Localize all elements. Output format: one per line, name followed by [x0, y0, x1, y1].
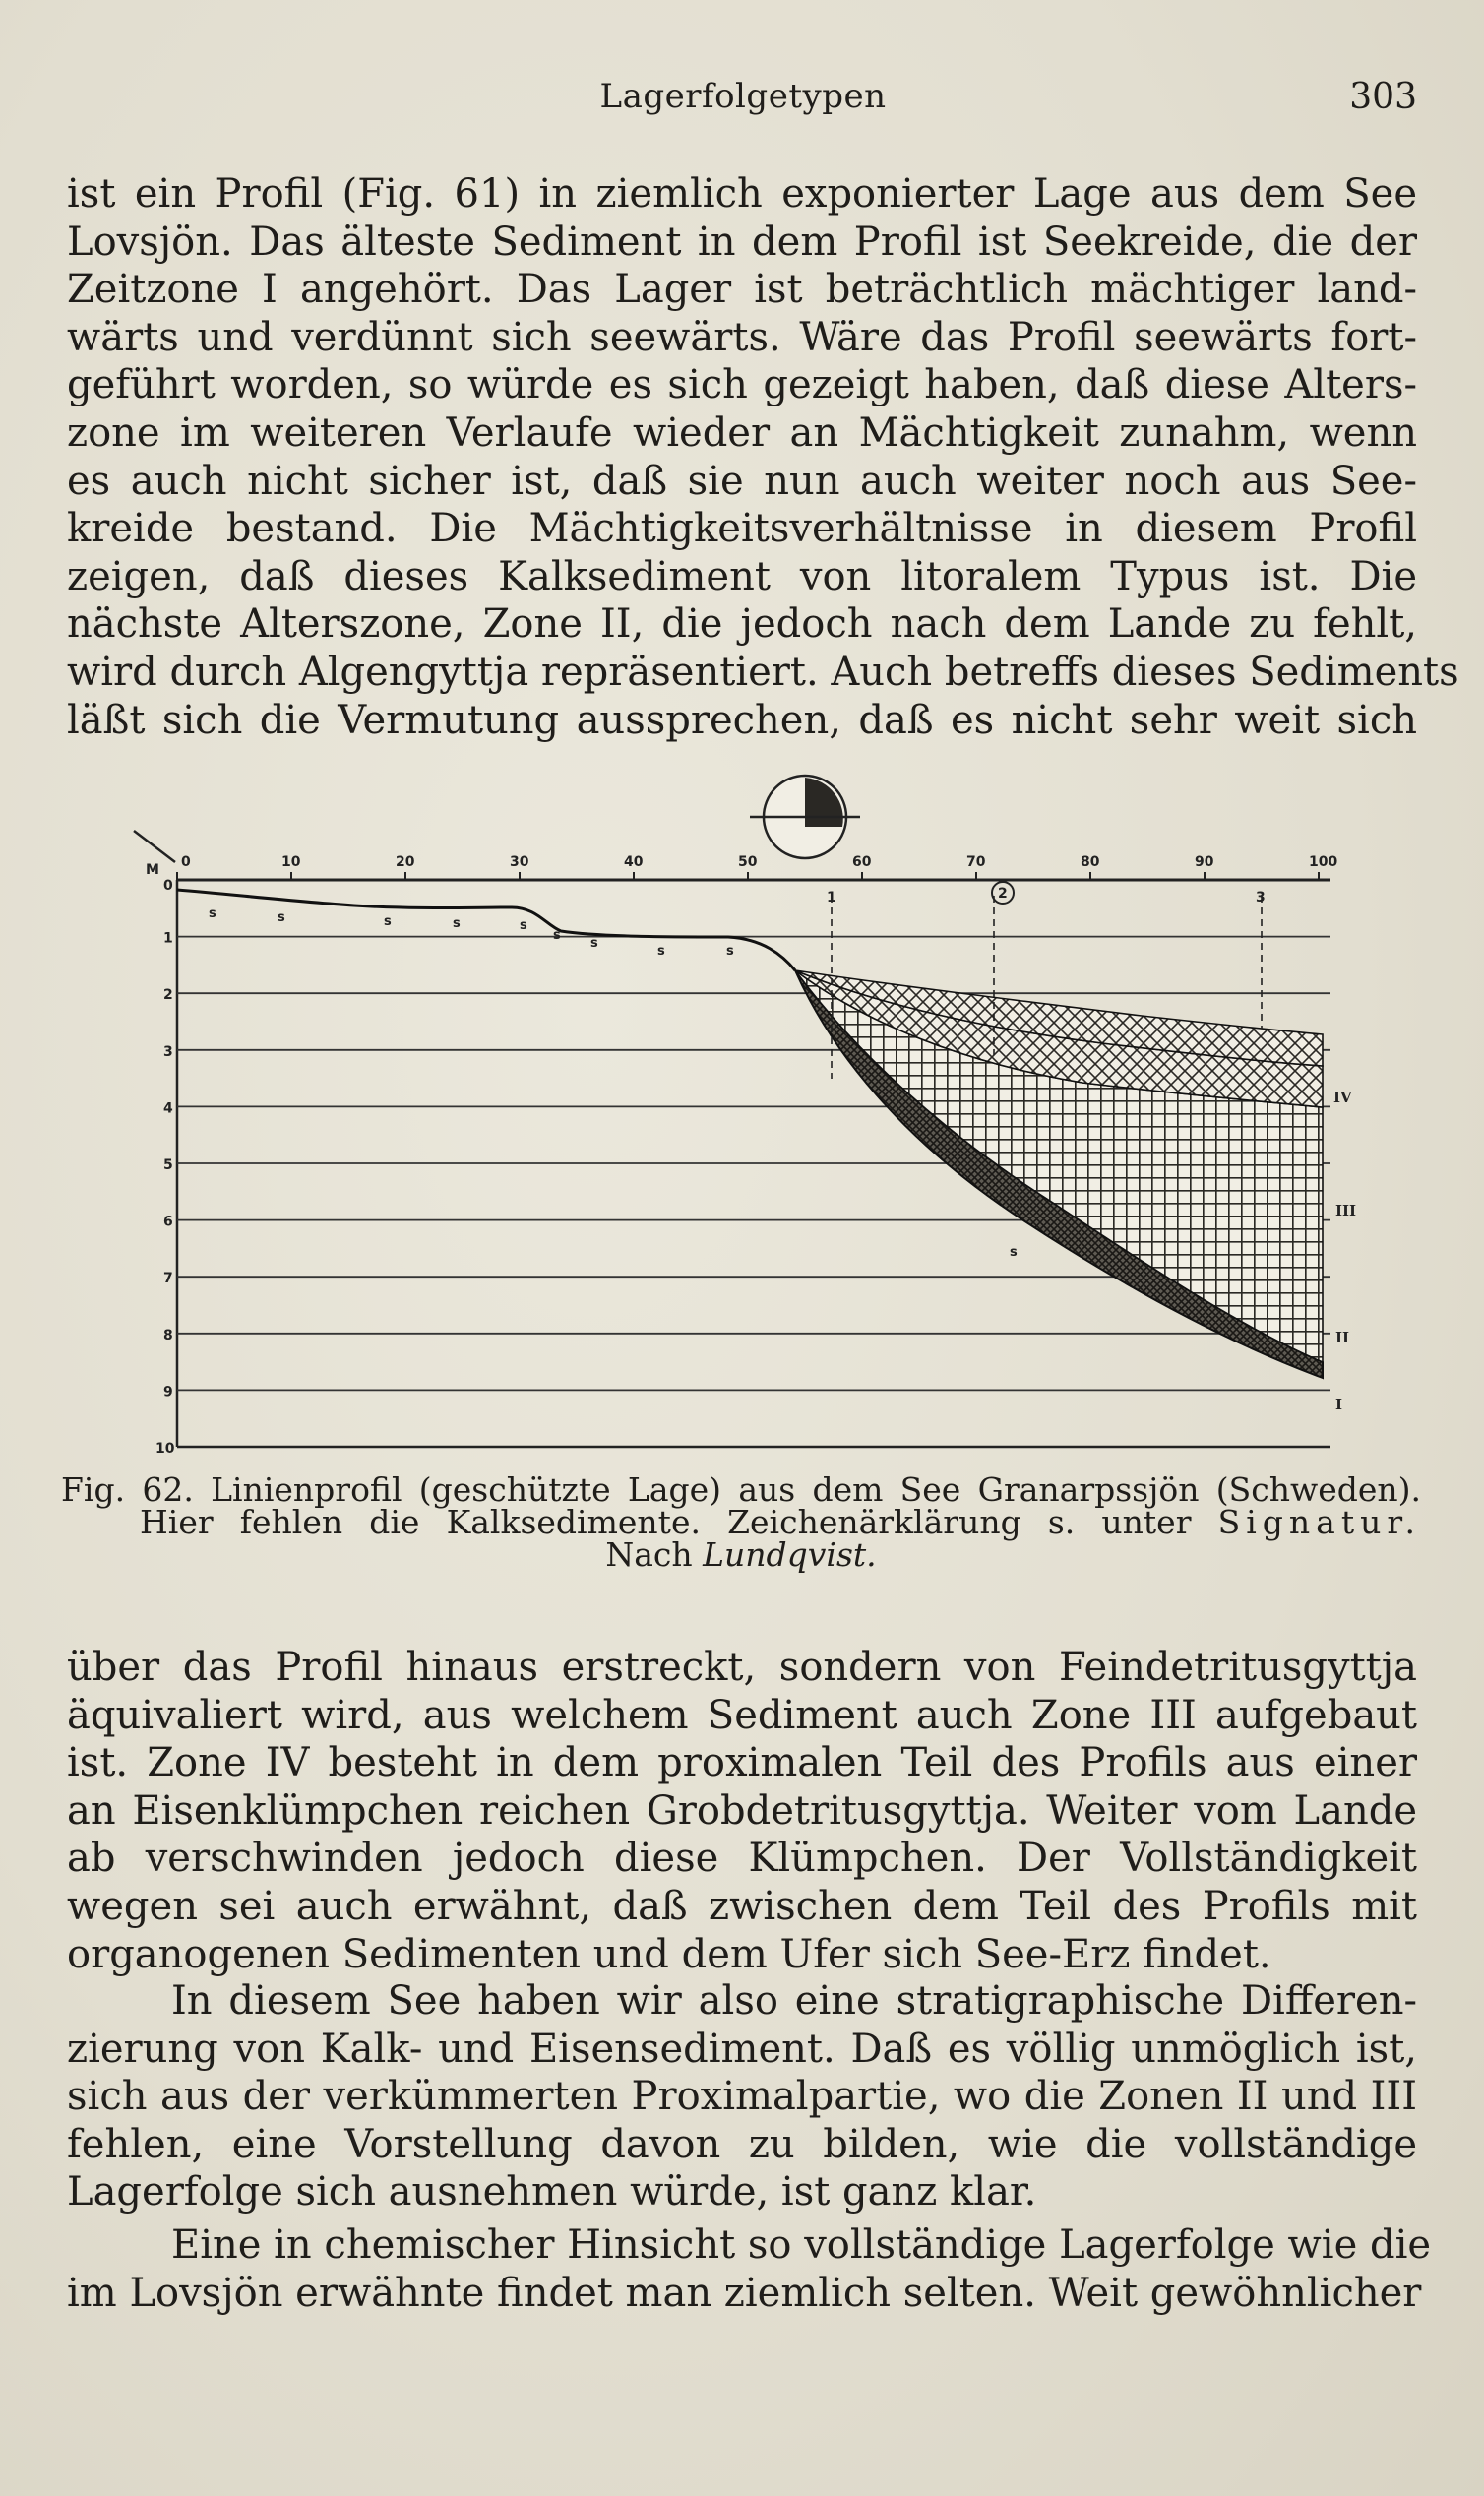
top-scale-label: 70 — [966, 854, 986, 870]
paragraph-2 — [67, 1644, 1417, 1978]
paragraph-1 — [67, 170, 1459, 744]
top-scale-label: 80 — [1081, 854, 1100, 870]
text-line: Lagerfolge sich ausnehmen würde, ist ganz klar. — [67, 2169, 1037, 2215]
text-line: an Eisenklümpchen reichen Grobdetritusgyttja. Weiter vom Lande — [67, 1787, 1417, 1834]
caption-text-1: Linienprofil (geschützte Lage) aus dem See Granarpssjön (Schweden). — [211, 1470, 1421, 1509]
signature-letter-s: s — [657, 944, 665, 959]
figure-caption — [61, 1470, 1421, 1574]
text-line: zierung von Kalk- und Eisensediment. Daß es völlig unmöglich ist, — [67, 2026, 1417, 2072]
signature-letter-s: s — [209, 906, 216, 921]
text-line: ist. Zone IV besteht in dem proximalen Teil des Profils aus einer — [67, 1740, 1417, 1786]
running-title: Lagerfolgetypen — [599, 77, 887, 116]
point-marker-3: 3 — [1256, 890, 1266, 905]
text-line: geführt worden, so würde es sich gezeigt haben, daß diese Alters- — [67, 362, 1417, 408]
top-scale-label: 20 — [396, 854, 415, 870]
caption-text-3: Nach — [605, 1535, 693, 1574]
depth-scale-label: 9 — [163, 1384, 173, 1401]
caption-text-2: Hier fehlen die Kalksedimente. Zeichenärklärung s. unter — [140, 1503, 1192, 1541]
depth-scale-label: 1 — [163, 930, 173, 947]
text-line: fehlen, eine Vorstellung davon zu bilden, wie die vollständige — [67, 2121, 1417, 2167]
signature-letter-s: s — [590, 936, 598, 951]
text-line: sich aus der verkümmerten Proximalpartie, wo die Zonen II und III — [67, 2074, 1417, 2120]
text-line: wegen sei auch erwähnt, daß zwischen dem Teil des Profils mit — [67, 1883, 1417, 1929]
paragraph-3 — [67, 1977, 1417, 2216]
text-line: Lovsjön. Das älteste Sediment in dem Profil ist Seekreide, die der — [67, 218, 1417, 265]
top-scale-label: 60 — [852, 854, 872, 870]
page-header — [69, 77, 1417, 126]
corner-leader-line — [134, 831, 175, 862]
lake-bottom-line — [177, 890, 795, 970]
paragraph-4 — [67, 2221, 1432, 2317]
top-scale-label: 10 — [281, 854, 301, 870]
depth-scale-label: 4 — [163, 1100, 173, 1117]
signature-letter-s: s — [1010, 1245, 1018, 1260]
text-line: läßt sich die Vermutung aussprechen, daß es nicht sehr weit sich — [67, 697, 1417, 743]
caption-line-2 — [61, 1503, 1421, 1541]
signature-letter-s: s — [726, 944, 734, 959]
corner-label: M — [146, 862, 159, 878]
top-scale-labels — [181, 854, 1337, 870]
page-number: 303 — [1349, 77, 1417, 117]
text-line: organogenen Sedimenten und dem Ufer sich See-Erz findet. — [67, 1931, 1271, 1977]
signature-letter-s: s — [384, 914, 392, 929]
text-line: zeigen, daß dieses Kalksediment von litoralem Typus ist. Die — [67, 553, 1417, 599]
depth-scale-label: 8 — [163, 1327, 173, 1343]
caption-line-3 — [61, 1535, 1421, 1574]
text-line: wärts und verdünnt sich seewärts. Wäre das Profil seewärts fort- — [67, 314, 1417, 360]
depth-scale-label: 5 — [163, 1157, 173, 1173]
profile-diagram — [0, 768, 1484, 1486]
text-line: äquivaliert wird, aus welchem Sediment auch Zone III aufgebaut — [67, 1692, 1417, 1738]
zone-label-i: I — [1335, 1396, 1343, 1413]
text-line: zone im weiteren Verlaufe wieder an Mächtigkeit zunahm, wenn — [67, 409, 1417, 456]
point-marker-1: 1 — [827, 890, 836, 905]
caption-author: Lundqvist. — [703, 1535, 877, 1574]
text-line: kreide bestand. Die Mächtigkeitsverhältnisse in diesem Profil — [67, 506, 1417, 552]
text-line: ab verschwinden jedoch diese Klümpchen. Der Vollständigkeit — [67, 1836, 1417, 1882]
text-line: es auch nicht sicher ist, daß sie nun auch weiter noch aus See- — [67, 458, 1417, 504]
signature-letter-s: s — [278, 910, 285, 925]
text-line: wird durch Algengyttja repräsentiert. Auch betreffs dieses Sediments — [67, 649, 1459, 695]
depth-scale-label: 7 — [163, 1271, 173, 1287]
caption-line-1 — [61, 1470, 1421, 1509]
compass-symbol — [750, 776, 860, 858]
text-line: Eine in chemischer Hinsicht so vollständige Lagerfolge wie die — [171, 2222, 1432, 2268]
top-scale-label: 0 — [181, 854, 191, 870]
depth-scale-label: 2 — [163, 987, 173, 1004]
depth-scale-label: 3 — [163, 1043, 173, 1060]
signature-letter-s: s — [553, 928, 561, 943]
text-line: nächste Alterszone, Zone II, die jedoch nach dem Lande zu fehlt, — [67, 601, 1417, 648]
figure-62 — [0, 768, 1484, 1486]
top-scale-label: 50 — [738, 854, 758, 870]
zone-label-ii: II — [1335, 1329, 1350, 1346]
zone-label-iii: III — [1335, 1202, 1357, 1219]
signature-letter-s: s — [453, 916, 461, 931]
top-scale-label: 40 — [624, 854, 644, 870]
text-line: im Lovsjön erwähnte findet man ziemlich selten. Weit gewöhnlicher — [67, 2270, 1422, 2316]
depth-scale-label: 6 — [163, 1214, 173, 1230]
zone-label-iv: IV — [1333, 1089, 1352, 1106]
caption-fig-number: Fig. 62. — [61, 1470, 194, 1509]
depth-scale-label: 0 — [163, 878, 173, 894]
signature-letter-s: s — [520, 918, 527, 933]
text-line: ist ein Profil (Fig. 61) in ziemlich exponierter Lage aus dem See — [67, 171, 1417, 217]
top-scale-label: 100 — [1309, 854, 1338, 870]
text-line: Zeitzone I angehört. Das Lager ist beträchtlich mächtiger land- — [67, 267, 1417, 313]
text-line: In diesem See haben wir also eine stratigraphische Differen- — [171, 1978, 1417, 2024]
depth-scale-label: 10 — [155, 1441, 175, 1457]
point-marker-2: 2 — [998, 886, 1008, 902]
text-line: über das Profil hinaus erstreckt, sondern von Feindetritusgyttja — [67, 1645, 1417, 1690]
depth-scale-labels — [155, 878, 175, 1457]
top-scale-label: 30 — [510, 854, 529, 870]
caption-reference: Signatur. — [1217, 1503, 1421, 1541]
top-scale-label: 90 — [1195, 854, 1214, 870]
